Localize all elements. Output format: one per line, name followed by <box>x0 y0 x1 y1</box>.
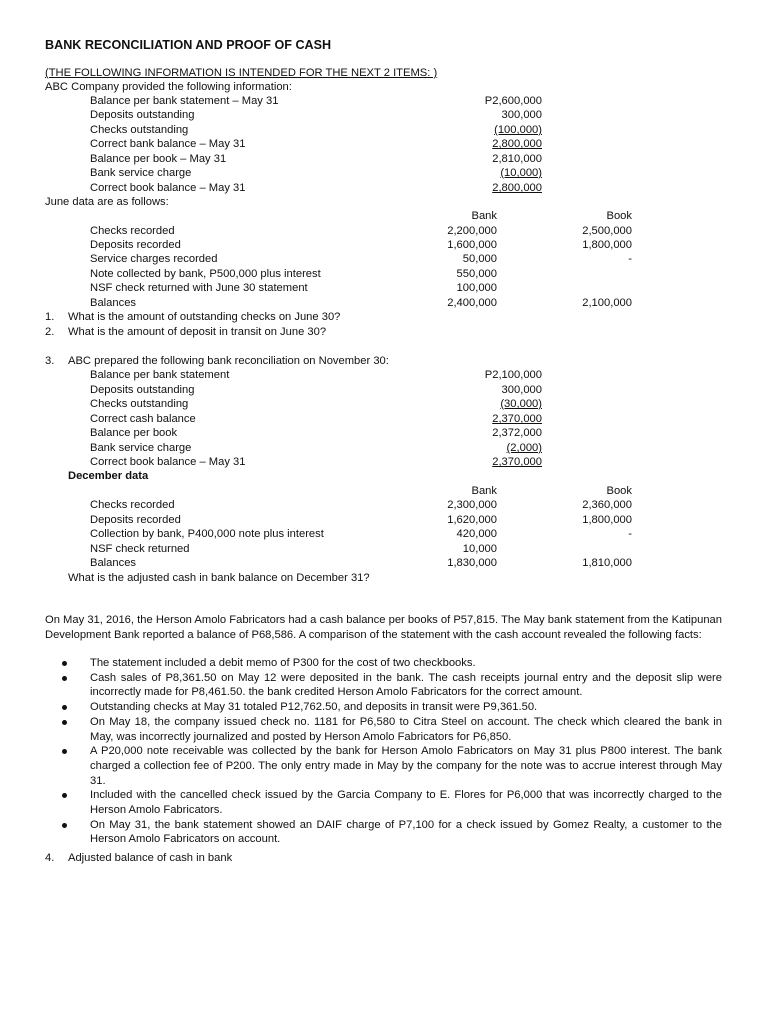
dec-row-book: 1,800,000 <box>582 514 632 526</box>
recon1-label: Balance per book – May 31 <box>90 153 227 165</box>
dec-row-bank: 10,000 <box>462 543 497 555</box>
june-row-label: Deposits recorded <box>90 239 181 251</box>
june-row-bank: 550,000 <box>456 268 497 280</box>
june-row-label: Balances <box>90 297 137 309</box>
fact-item <box>45 788 722 817</box>
recon2-label: Correct book balance – May 31 <box>90 456 246 468</box>
june-row-label: Checks recorded <box>90 225 175 237</box>
june-row-book: 2,100,000 <box>582 297 632 309</box>
dec-row-book: - <box>628 528 632 540</box>
recon1-value: 300,000 <box>501 109 542 121</box>
recon1-value: 2,810,000 <box>492 153 542 165</box>
fact-text: On May 31, the bank statement showed an DAIF charge of P7,100 for a check issued by Gomez Realty, a customer to the Herson Amolo Fabricators on account. <box>90 818 722 846</box>
fact-text: Outstanding checks at May 31 totaled P12,762.50, and deposits in transit were P9,361.50. <box>90 701 538 714</box>
dec-row-bank: 1,830,000 <box>447 557 497 569</box>
col-header-book: Book <box>606 210 632 222</box>
recon1-value: (100,000) <box>494 124 542 136</box>
question-number: 2. <box>45 326 55 338</box>
bullet-icon <box>62 676 67 681</box>
bullet-icon <box>62 661 67 666</box>
question-3: ABC prepared the following bank reconciliation on November 30: <box>68 355 389 367</box>
recon1-value: P2,600,000 <box>484 95 542 107</box>
question-4: Adjusted balance of cash in bank <box>68 852 233 864</box>
dec-row-bank: 1,620,000 <box>447 514 497 526</box>
fact-item <box>45 818 722 847</box>
recon2-value: 2,372,000 <box>492 427 542 439</box>
june-row-label: Note collected by bank, P500,000 plus interest <box>90 268 321 280</box>
dec-row-label: Balances <box>90 557 137 569</box>
recon2-value: 2,370,000 <box>492 413 542 425</box>
june-row-label: NSF check returned with June 30 statement <box>90 282 308 294</box>
june-row-bank: 50,000 <box>462 253 497 265</box>
items-note: (THE FOLLOWING INFORMATION IS INTENDED FOR THE NEXT 2 ITEMS: ) <box>45 67 438 79</box>
question-number: 1. <box>45 311 55 323</box>
recon1-label: Checks outstanding <box>90 124 189 136</box>
fact-text: The statement included a debit memo of P300 for the cost of two checkbooks. <box>90 657 476 669</box>
bullet-icon <box>62 823 67 828</box>
dec-row-label: NSF check returned <box>90 543 190 555</box>
recon1-value: 2,800,000 <box>492 182 542 194</box>
june-row-book: 1,800,000 <box>582 239 632 251</box>
recon2-value: 2,370,000 <box>492 456 542 468</box>
bullet-icon <box>62 705 67 710</box>
recon1-label: Balance per bank statement – May 31 <box>90 95 279 107</box>
recon2-label: Correct cash balance <box>90 413 196 425</box>
recon1-label: Correct book balance – May 31 <box>90 182 246 194</box>
bullet-icon <box>62 793 67 798</box>
question-2: What is the amount of deposit in transit on June 30? <box>68 326 327 338</box>
recon2-label: Checks outstanding <box>90 398 189 410</box>
col-header-book: Book <box>606 485 632 497</box>
recon2-label: Balance per book <box>90 427 178 439</box>
june-row-label: Service charges recorded <box>90 253 218 265</box>
recon2-value: (30,000) <box>500 398 542 410</box>
dec-row-label: Checks recorded <box>90 499 175 511</box>
dec-row-label: Collection by bank, P400,000 note plus interest <box>90 528 324 540</box>
question-number: 3. <box>45 355 55 367</box>
intro-text: ABC Company provided the following information: <box>45 81 292 93</box>
june-row-book: 2,500,000 <box>582 225 632 237</box>
fact-item <box>45 700 722 715</box>
fact-item <box>45 671 722 700</box>
recon1-value: (10,000) <box>500 167 542 179</box>
recon2-label: Deposits outstanding <box>90 384 195 396</box>
dec-row-label: Deposits recorded <box>90 514 181 526</box>
recon1-value: 2,800,000 <box>492 138 542 150</box>
dec-row-bank: 420,000 <box>456 528 497 540</box>
recon1-label: Correct bank balance – May 31 <box>90 138 246 150</box>
fact-item <box>45 715 722 744</box>
december-heading: December data <box>68 470 149 482</box>
recon2-label: Bank service charge <box>90 442 192 454</box>
recon2-value: 300,000 <box>501 384 542 396</box>
june-row-bank: 100,000 <box>456 282 497 294</box>
june-row-bank: 2,400,000 <box>447 297 497 309</box>
june-row-bank: 1,600,000 <box>447 239 497 251</box>
question-number: 4. <box>45 852 55 864</box>
recon2-label: Balance per bank statement <box>90 369 230 381</box>
dec-row-book: 2,360,000 <box>582 499 632 511</box>
bullet-icon <box>62 720 67 725</box>
page-title: BANK RECONCILIATION AND PROOF OF CASH <box>45 38 332 52</box>
recon1-label: Deposits outstanding <box>90 109 195 121</box>
case-paragraph: On May 31, 2016, the Herson Amolo Fabricators had a cash balance per books of P57,815. The May bank statement from the Katipunan Development Bank reported a balance of P68,586. A comparison of the statement with the cash account revealed the following facts: <box>45 614 722 641</box>
facts-list <box>45 656 722 847</box>
fact-text: On May 18, the company issued check no. 1181 for P6,580 to Citra Steel on account. The check which cleared the bank in May, was incorrectly journalized and posted by Herson Amolo Fabricators for P6,850. <box>90 715 722 743</box>
recon2-value: P2,100,000 <box>484 369 542 381</box>
fact-item <box>45 744 722 788</box>
dec-row-bank: 2,300,000 <box>447 499 497 511</box>
fact-text: Cash sales of P8,361.50 on May 12 were deposited in the bank. The cash receipts journal entry and the deposit slip were incorrectly made for P8,461.50. the bank credited Herson Amolo Fabricators for the correct amount. <box>90 671 722 699</box>
question-3-prompt: What is the adjusted cash in bank balance on December 31? <box>68 572 370 584</box>
june-intro: June data are as follows: <box>45 196 169 208</box>
recon1-label: Bank service charge <box>90 167 192 179</box>
june-row-book: - <box>628 253 632 265</box>
dec-row-book: 1,810,000 <box>582 557 632 569</box>
recon2-value: (2,000) <box>506 442 542 454</box>
fact-item <box>45 656 722 671</box>
fact-text: A P20,000 note receivable was collected by the bank for Herson Amolo Fabricators on May 31 plus P800 interest. The bank charged a collection fee of P200. The only entry made in May by the company for the note was to accrue interest through May 31. <box>90 745 722 787</box>
june-row-bank: 2,200,000 <box>447 225 497 237</box>
question-1: What is the amount of outstanding checks on June 30? <box>68 311 341 323</box>
col-header-bank: Bank <box>471 210 497 222</box>
bullet-icon <box>62 749 67 754</box>
fact-text: Included with the cancelled check issued by the Garcia Company to E. Flores for P6,000 that was incorrectly charged to the Herson Amolo Fabricators. <box>90 789 722 817</box>
col-header-bank: Bank <box>471 485 497 497</box>
